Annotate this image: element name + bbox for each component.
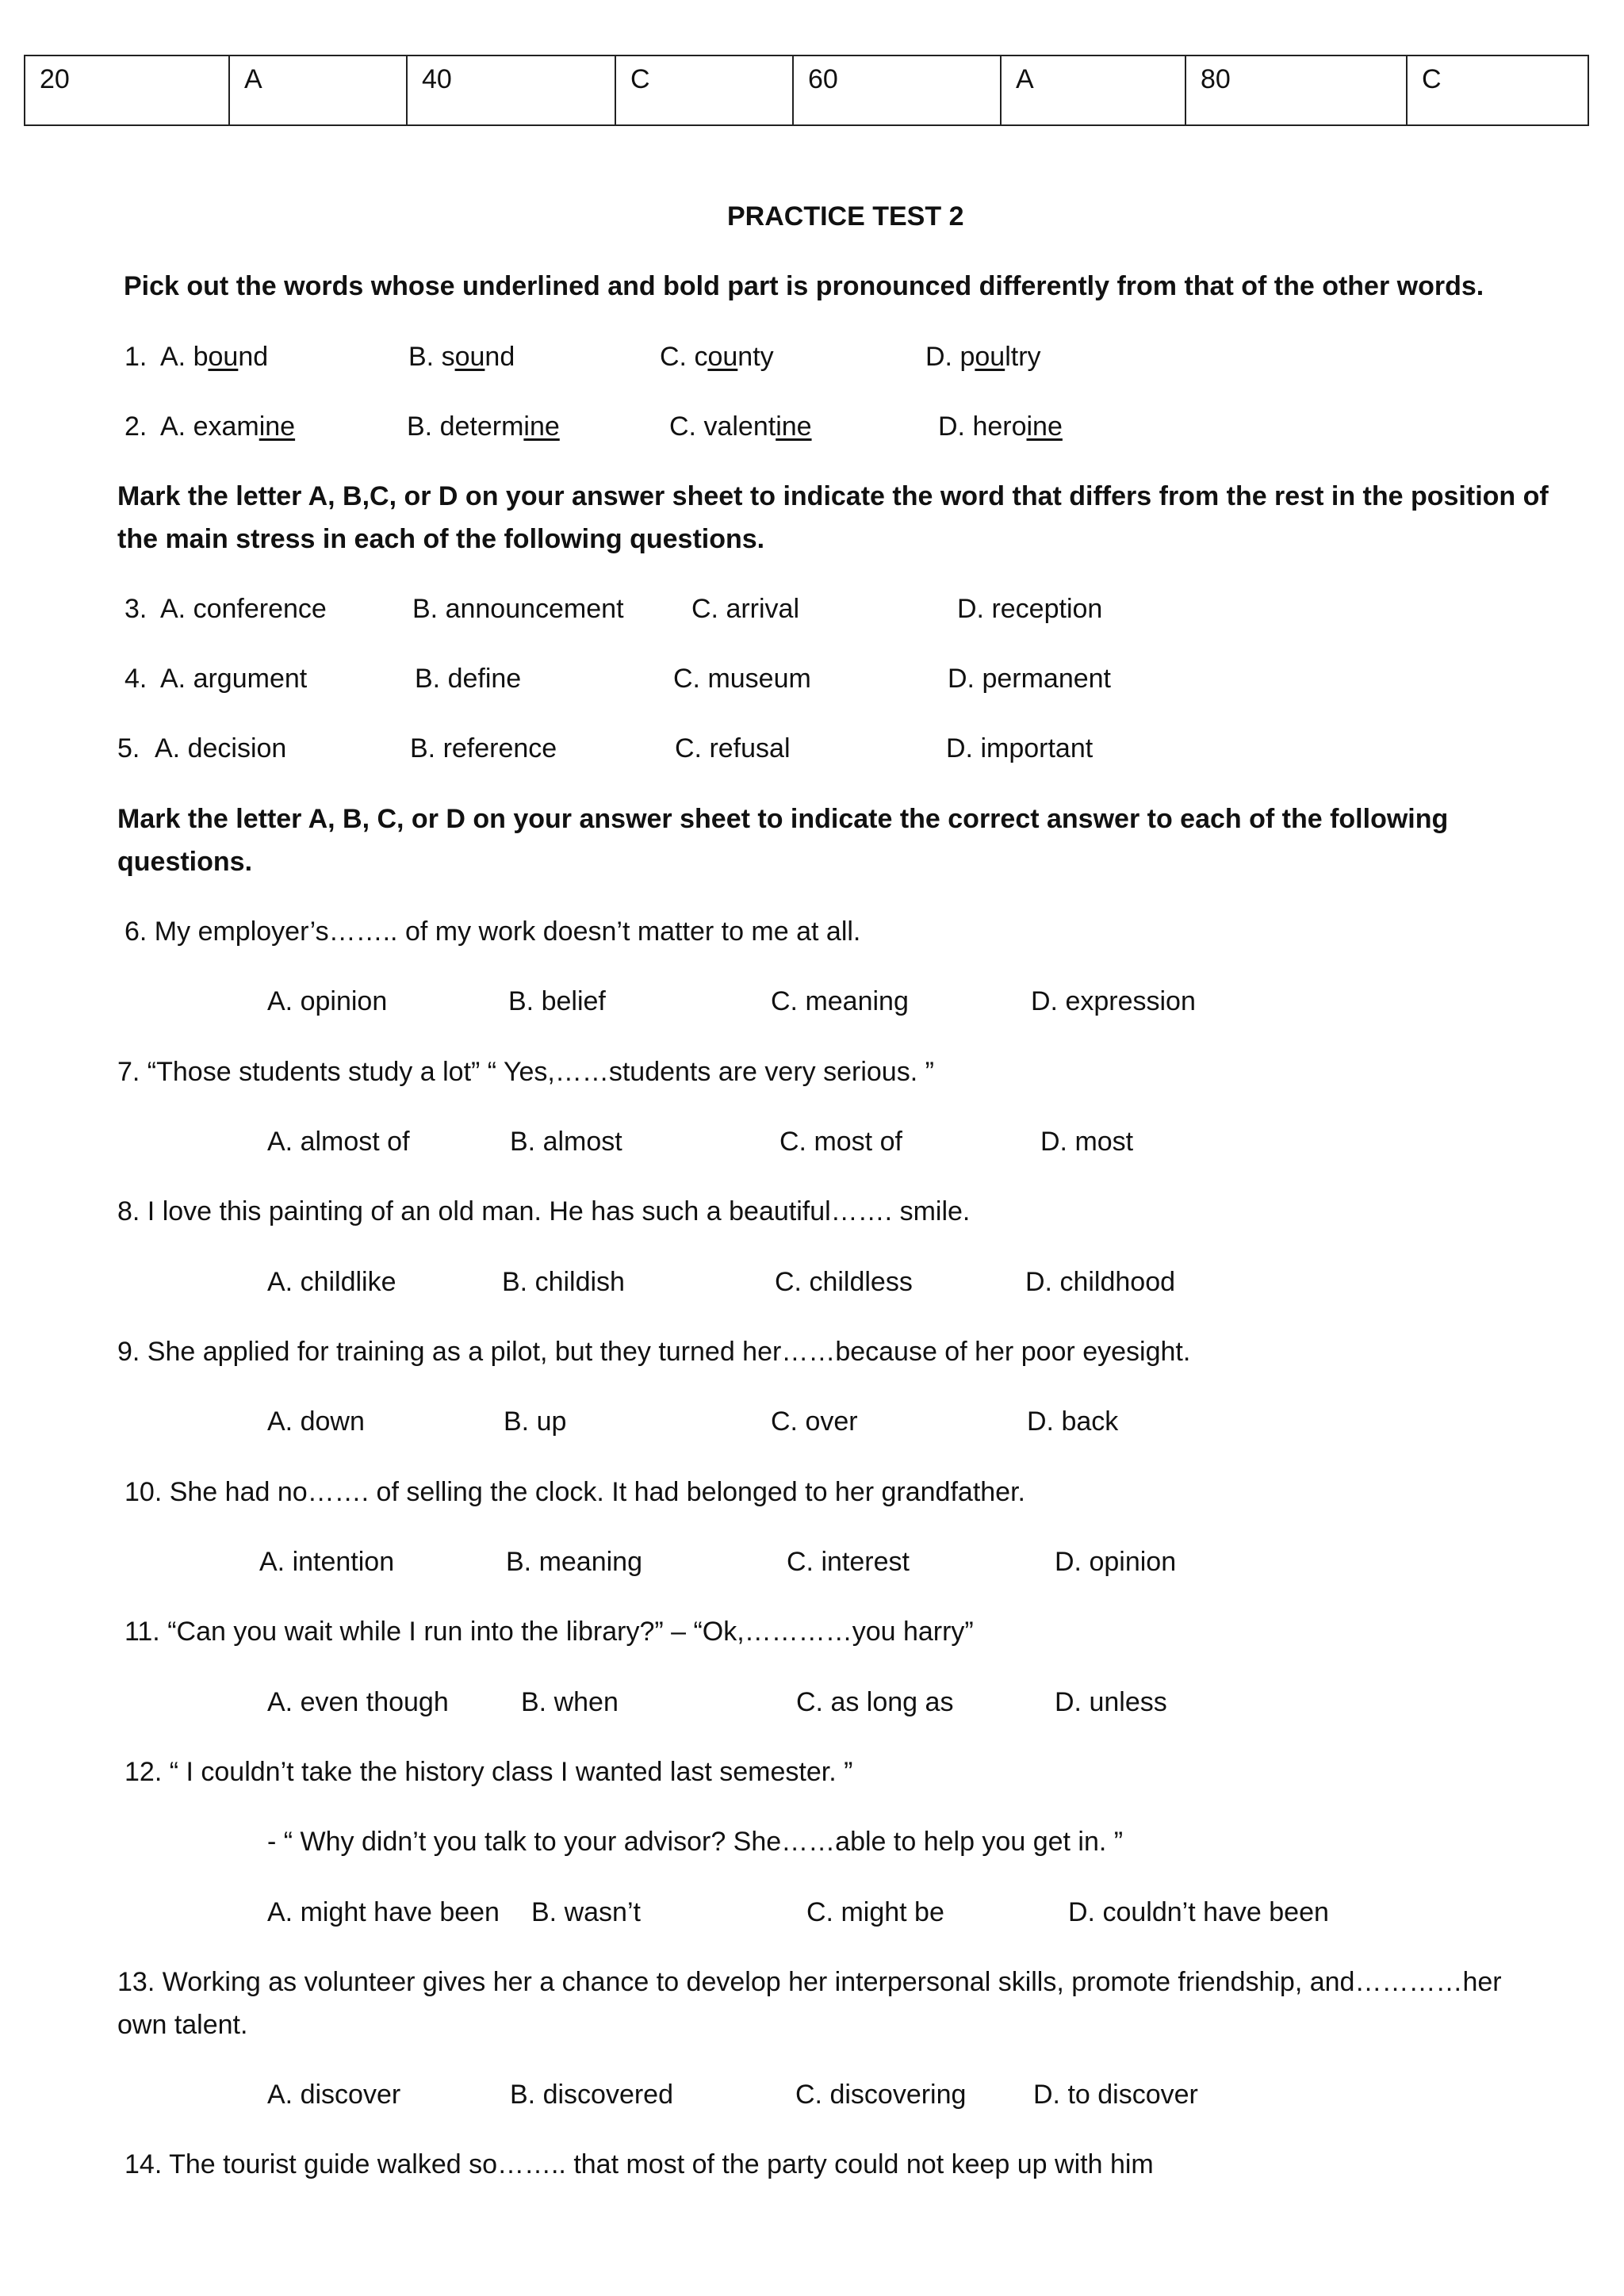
section2-instruction-line2: the main stress in each of the following questions.	[117, 524, 765, 554]
table-cell: A	[1001, 55, 1185, 125]
q11-option-d: D. unless	[1055, 1687, 1167, 1717]
q13-option-a: A. discover	[267, 2080, 401, 2110]
underlined-part: ine	[523, 411, 560, 442]
q5-option-c: C. refusal	[675, 733, 791, 763]
q2-number: 2.	[124, 411, 147, 442]
q10-option-b: B. meaning	[506, 1547, 642, 1577]
q3-option-b: B. announcement	[412, 594, 624, 624]
q8-option-d: D. childhood	[1025, 1267, 1176, 1297]
q12-text: 12. “ I couldn’t take the history class I wanted last semester. ”	[124, 1757, 853, 1787]
table-cell: 20	[25, 55, 229, 125]
q8-option-c: C. childless	[775, 1267, 913, 1297]
option-text: nd	[485, 342, 515, 372]
q9-option-d: D. back	[1027, 1406, 1119, 1437]
table-cell: C	[1407, 55, 1588, 125]
section3-instruction-line2: questions.	[117, 847, 253, 877]
section2-instruction-line1: Mark the letter A, B,C, or D on your answer sheet to indicate the word that differs from the rest in the position of	[117, 481, 1549, 511]
q12-option-d: D. couldn’t have been	[1068, 1897, 1329, 1927]
q9-text: 9. She applied for training as a pilot, but they turned her……because of her poor eyesight.	[117, 1337, 1191, 1367]
q5-number: 5.	[117, 733, 140, 763]
page-title: PRACTICE TEST 2	[727, 201, 964, 232]
q5-option-d: D. important	[946, 733, 1094, 763]
answer-key-table	[24, 55, 1589, 126]
table-cell: C	[615, 55, 793, 125]
q10-text: 10. She had no……. of selling the clock. It had belonged to her grandfather.	[124, 1477, 1025, 1507]
q4-number: 4.	[124, 664, 147, 694]
underlined-part: ou	[208, 342, 239, 372]
underlined-part: ine	[259, 411, 296, 442]
q9-option-b: B. up	[504, 1406, 567, 1437]
q3-option-d: D. reception	[957, 594, 1103, 624]
q13-text-line1: 13. Working as volunteer gives her a chance to develop her interpersonal skills, promote friendship, and…………her	[117, 1967, 1502, 1997]
option-text: nty	[737, 342, 774, 372]
table-row	[25, 55, 1588, 125]
q11-option-c: C. as long as	[796, 1687, 954, 1717]
q1-number: 1.	[124, 342, 147, 372]
option-text: D. hero	[938, 411, 1027, 442]
q1-option-b	[408, 341, 515, 373]
q8-text: 8. I love this painting of an old man. He has such a beautiful……. smile.	[117, 1196, 971, 1226]
q6-option-c: C. meaning	[771, 986, 909, 1016]
q4-option-b: B. define	[415, 664, 522, 694]
q13-option-b: B. discovered	[510, 2080, 673, 2110]
q2-option-a	[160, 411, 295, 442]
underlined-part: ine	[1026, 411, 1063, 442]
option-text: B. s	[408, 342, 455, 372]
q13-option-c: C. discovering	[795, 2080, 967, 2110]
option-text: D. p	[925, 342, 975, 372]
q6-option-d: D. expression	[1031, 986, 1196, 1016]
q2-option-b	[407, 411, 560, 442]
q7-option-c: C. most of	[779, 1127, 902, 1157]
q1-option-d	[925, 341, 1041, 373]
table-cell: A	[229, 55, 407, 125]
q14-text: 14. The tourist guide walked so…….. that most of the party could not keep up with him	[124, 2149, 1154, 2179]
q10-option-d: D. opinion	[1055, 1547, 1177, 1577]
q11-option-b: B. when	[521, 1687, 619, 1717]
q3-number: 3.	[124, 594, 147, 624]
q4-option-d: D. permanent	[948, 664, 1111, 694]
q5-option-a: A. decision	[155, 733, 287, 763]
q13-text-line2: own talent.	[117, 2010, 248, 2040]
option-text: B. determ	[407, 411, 524, 442]
underlined-part: ou	[707, 342, 738, 372]
q11-text: 11. “Can you wait while I run into the library?” – “Ok,…………you harry”	[124, 1617, 974, 1647]
underlined-part: ine	[776, 411, 812, 442]
q6-option-b: B. belief	[508, 986, 606, 1016]
q10-option-a: A. intention	[259, 1547, 395, 1577]
option-text: nd	[238, 342, 269, 372]
q7-option-d: D. most	[1040, 1127, 1134, 1157]
q2-option-c	[669, 411, 812, 442]
option-text: C. c	[660, 342, 708, 372]
q4-option-a: A. argument	[160, 664, 308, 694]
q1-option-c	[660, 341, 774, 373]
q3-option-c: C. arrival	[691, 594, 800, 624]
option-text: A. exam	[160, 411, 259, 442]
section1-instruction: Pick out the words whose underlined and bold part is pronounced differently from that of the other words.	[124, 271, 1484, 301]
option-text: ltry	[1005, 342, 1041, 372]
q7-option-a: A. almost of	[267, 1127, 410, 1157]
q9-option-c: C. over	[771, 1406, 858, 1437]
q7-option-b: B. almost	[510, 1127, 622, 1157]
q10-option-c: C. interest	[787, 1547, 910, 1577]
q8-option-a: A. childlike	[267, 1267, 396, 1297]
q12-option-b: B. wasn’t	[531, 1897, 641, 1927]
q12-option-a: A. might have been	[267, 1897, 500, 1927]
q5-option-b: B. reference	[410, 733, 557, 763]
q1-option-a	[160, 341, 268, 373]
q6-option-a: A. opinion	[267, 986, 388, 1016]
q13-option-d: D. to discover	[1033, 2080, 1198, 2110]
q6-text: 6. My employer’s…….. of my work doesn’t matter to me at all.	[124, 916, 861, 947]
q7-text: 7. “Those students study a lot” “ Yes,……students are very serious. ”	[117, 1057, 934, 1087]
q9-option-a: A. down	[267, 1406, 365, 1437]
q8-option-b: B. childish	[502, 1267, 625, 1297]
q4-option-c: C. museum	[673, 664, 811, 694]
underlined-part: ou	[454, 342, 485, 372]
q2-option-d	[938, 411, 1063, 442]
option-text: A. b	[160, 342, 209, 372]
underlined-part: ou	[975, 342, 1005, 372]
q11-option-a: A. even though	[267, 1687, 449, 1717]
table-cell: 80	[1185, 55, 1407, 125]
q12-text2: - “ Why didn’t you talk to your advisor? She……able to help you get in. ”	[267, 1827, 1124, 1857]
q3-option-a: A. conference	[160, 594, 327, 624]
option-text: C. valent	[669, 411, 776, 442]
q12-option-c: C. might be	[806, 1897, 944, 1927]
table-cell: 40	[407, 55, 615, 125]
section3-instruction-line1: Mark the letter A, B, C, or D on your answer sheet to indicate the correct answer to each of the following	[117, 804, 1449, 834]
table-cell: 60	[793, 55, 1001, 125]
